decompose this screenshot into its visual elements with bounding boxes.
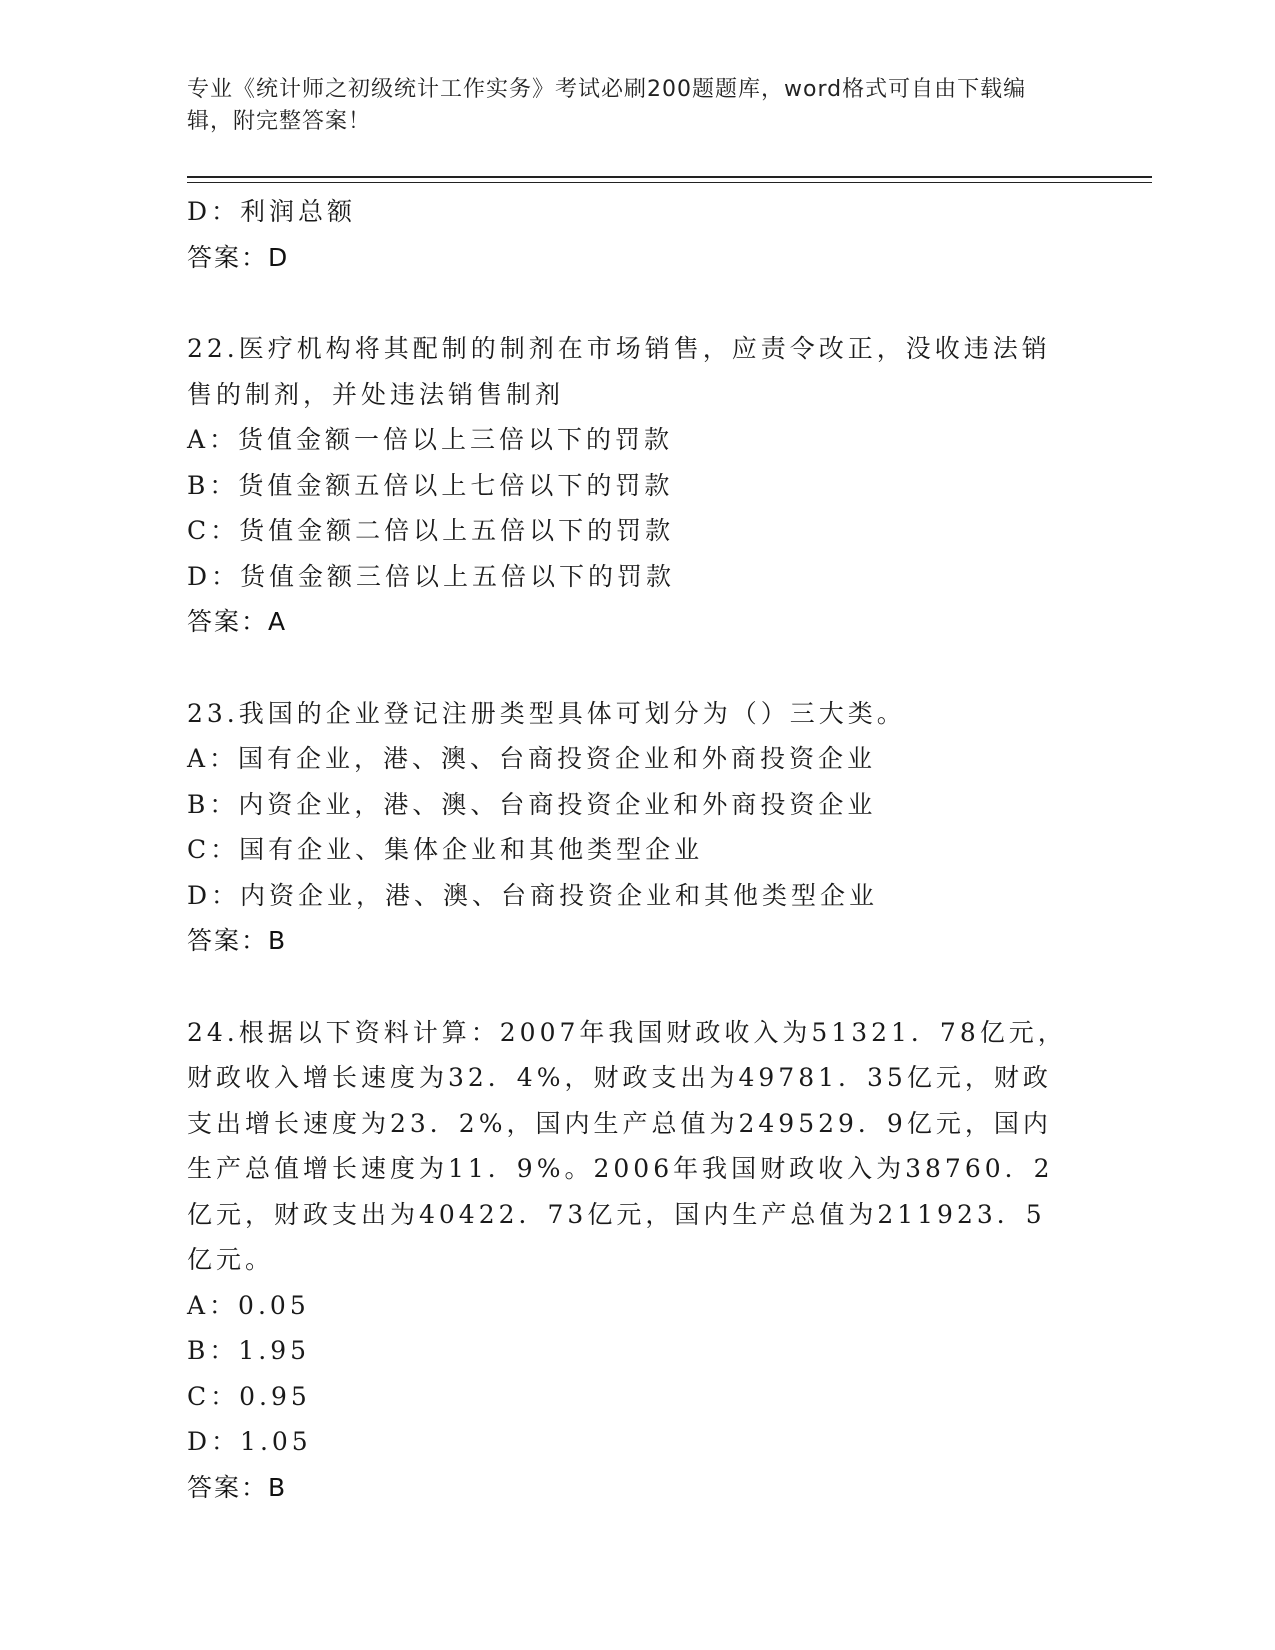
header-rule-thin xyxy=(187,182,1152,183)
question-21-tail xyxy=(187,189,1087,280)
option-d: D：内资企业，港、澳、台商投资企业和其他类型企业 xyxy=(187,880,879,910)
option-d: D：1.05 xyxy=(187,1427,312,1456)
answer: 答案：B xyxy=(187,926,288,955)
question-stem: 24.根据以下资料计算：2007年我国财政收入为51321．78亿元，财政收入增长速度为32．4%，财政支出为49781．35亿元，财政支出增长速度为23．2%，国内生产总值为249529．9亿元，国内生产总值增长速度为11．9%。2006年我国财政收入为38760．2亿元，财政支出为40422．73亿元，国内生产总值为211923．5亿元。 xyxy=(187,1017,1067,1274)
answer: 答案：A xyxy=(187,607,288,636)
option-a: A：货值金额一倍以上三倍以下的罚款 xyxy=(187,425,674,454)
question-stem: 23.我国的企业登记注册类型具体可划分为（）三大类。 xyxy=(187,698,906,728)
question-23 xyxy=(187,691,1087,964)
option-b: B：货值金额五倍以上七倍以下的罚款 xyxy=(187,470,674,500)
option-b: B：内资企业，港、澳、台商投资企业和外商投资企业 xyxy=(187,789,877,819)
option-c: C：0.95 xyxy=(187,1381,311,1411)
option-c: C：国有企业、集体企业和其他类型企业 xyxy=(187,835,704,864)
option-a: A：国有企业，港、澳、台商投资企业和外商投资企业 xyxy=(187,744,877,773)
document-header: 专业《统计师之初级统计工作实务》考试必刷200题题库，word格式可自由下载编辑，附完整答案！ xyxy=(187,77,1027,134)
option-d: D：货值金额三倍以上五倍以下的罚款 xyxy=(187,561,676,591)
spacer xyxy=(187,280,1087,326)
question-list xyxy=(187,189,1087,1510)
question-stem: 22.医疗机构将其配制的制剂在市场销售，应责令改正，没收违法销售的制剂，并处违法销售制剂 xyxy=(187,334,1051,409)
spacer xyxy=(187,645,1087,691)
header-rule-thick xyxy=(187,176,1152,178)
option-a: A：0.05 xyxy=(187,1290,310,1320)
option-b: B：1.95 xyxy=(187,1336,311,1365)
question-24 xyxy=(187,1010,1087,1511)
option-d: D：利润总额 xyxy=(187,197,357,226)
answer: 答案：D xyxy=(187,242,290,272)
answer: 答案：B xyxy=(187,1472,288,1502)
option-c: C：货值金额二倍以上五倍以下的罚款 xyxy=(187,516,675,545)
spacer xyxy=(187,964,1087,1010)
question-22 xyxy=(187,326,1087,645)
